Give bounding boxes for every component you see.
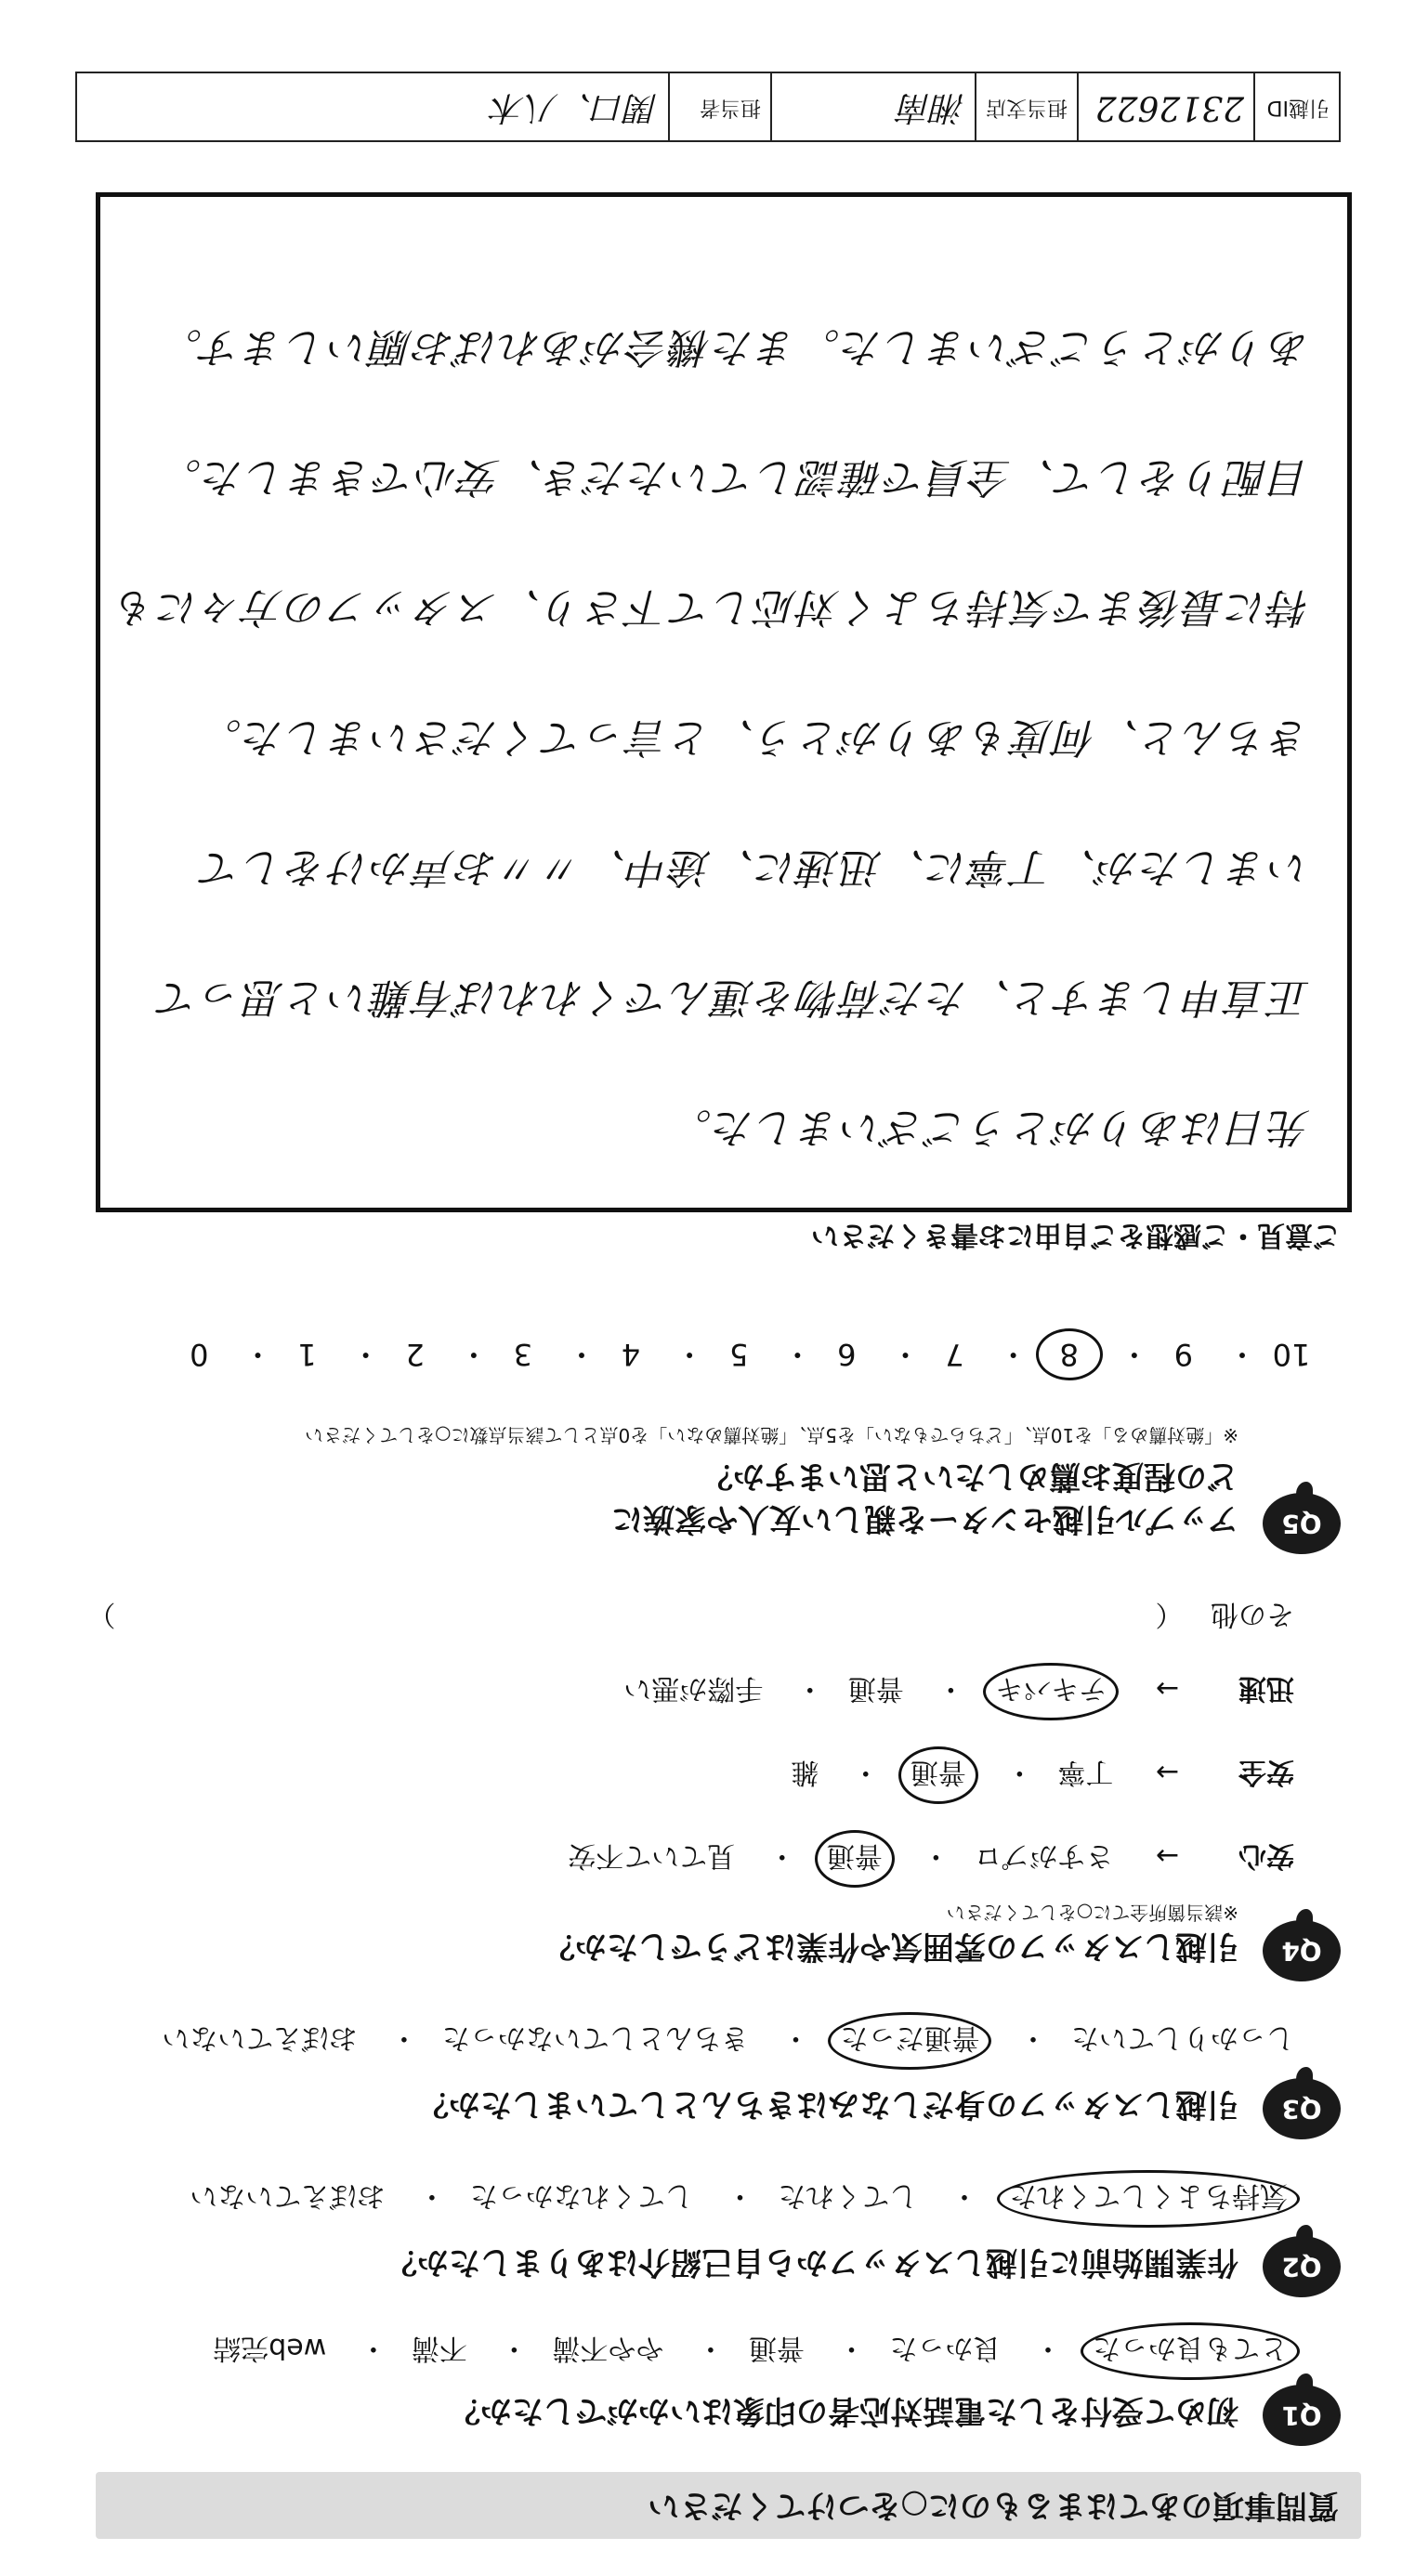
answer-option[interactable]: 見ていて不安 — [568, 1839, 736, 1872]
answer-option[interactable]: おぼえていない — [190, 2179, 386, 2212]
question-badge: Q3 — [1263, 2078, 1341, 2139]
answer-option[interactable]: 雑 — [791, 1756, 819, 1788]
id-label: 引越ID — [1266, 96, 1330, 119]
arrow-icon: → — [1155, 1756, 1179, 1788]
question-title-line2: どの程度お薦めしたいと思いますか？ — [701, 1458, 1238, 1495]
arrow-icon: → — [1155, 1839, 1179, 1872]
answer-option-selected[interactable]: 普通だった — [828, 2012, 991, 2070]
other-open-paren: （ — [1155, 1598, 1184, 1630]
row-label: 迅速 — [1238, 1672, 1294, 1705]
row-label: 安全 — [1238, 1756, 1294, 1788]
question-note: ※「絶対薦める」を10点、「どちらでもない」を5点、「絶対薦めない」を0点として該当点数に○をしてください — [305, 1424, 1238, 1446]
answer-option[interactable]: 良かった — [889, 2332, 1002, 2364]
question-title: アップル引越センターを親しい友人や家族に — [611, 1500, 1238, 1537]
id-value: 2312622 — [1079, 73, 1255, 140]
answer-option[interactable]: さすがプロ — [974, 1839, 1114, 1872]
handwritten-line: 先日はありがとうございました。 — [669, 1104, 1310, 1151]
question-3 — [59, 2019, 1341, 2139]
question-2 — [59, 2177, 1341, 2297]
question-badge: Q2 — [1263, 2236, 1341, 2297]
handwritten-line: 正直申しますと、ただ荷物を運んでくれれば有難いと思って — [156, 974, 1310, 1021]
scale-option[interactable]: 0 — [190, 1337, 209, 1372]
comment-box[interactable] — [96, 192, 1352, 1212]
handwritten-line: きちんと、何度もありがとう、と言ってくださいました。 — [199, 713, 1310, 761]
question-note: ※該当箇所全てに○をしてください — [946, 1902, 1238, 1924]
answer-option[interactable]: 普通 — [748, 2332, 805, 2364]
answer-option[interactable]: 不満 — [411, 2332, 467, 2364]
answer-row-anshin: 安心→ さすがプロ・ 普通・ 見ていて不安 — [568, 1838, 1294, 1879]
question-badge: Q4 — [1263, 1920, 1341, 1981]
question-title: 引越しスタッフの身だしなみはきちんとしていましたか？ — [417, 2086, 1238, 2123]
answer-options: しっかりしていた・ 普通だった・ きちんとしていなかった・ おぼえていない — [162, 2020, 1294, 2061]
scale-option[interactable]: 4 — [621, 1337, 641, 1372]
manager-label: 担当者 — [670, 73, 772, 140]
staff-info-row — [75, 72, 1341, 142]
answer-option-selected[interactable]: テキパキ — [983, 1663, 1119, 1720]
scale-option[interactable]: 2 — [405, 1337, 425, 1372]
section-header: 質問事項のあてはまるものに○をつけてください — [96, 2472, 1361, 2539]
answer-option-selected[interactable]: 普通 — [815, 1830, 895, 1888]
question-4 — [59, 1591, 1341, 1981]
answer-option[interactable]: しっかりしていた — [1071, 2021, 1294, 2054]
arrow-icon: → — [1155, 1672, 1179, 1705]
answer-option-selected[interactable]: 気持ちよくしてくれた — [997, 2170, 1300, 2228]
other-row — [87, 1597, 1294, 1638]
branch-label: 担当支店 — [976, 73, 1079, 140]
question-title: 初めて受付をした電話対応者の印象はいかがでしたか？ — [449, 2392, 1238, 2429]
handwritten-line: 特に最後まで気持ちよく対応して下さり、スタッフの方々にも — [113, 583, 1310, 631]
answer-options: 気持ちよくしてくれた・ してくれた・ してくれなかった・ おぼえていない — [190, 2178, 1294, 2219]
scale-option[interactable]: 6 — [837, 1337, 857, 1372]
question-badge: Q1 — [1263, 2385, 1341, 2446]
scale-option[interactable]: 1 — [297, 1337, 317, 1372]
handwritten-line: ありがとうございました。また機会があればお願いします。 — [159, 323, 1310, 371]
branch-value: 湘南 — [772, 73, 976, 140]
handwritten-line: いましたが、丁寧に、迅速に、途中、〃〃お声かけをして — [199, 843, 1310, 891]
recommend-scale: 10・ 9・ 8・ 7・ 6・ 5・ 4・ 3・ 2・ 1・ 0 — [105, 1335, 1313, 1378]
handwritten-line: 目配りをして、全員で確認していただき、安心できました。 — [158, 453, 1310, 501]
answer-option-selected[interactable]: 普通 — [898, 1746, 978, 1804]
other-close-paren: ） — [87, 1598, 116, 1630]
question-title: 作業開始前に引越しスタッフから自己紹介はありましたか？ — [386, 2243, 1238, 2281]
answer-row-anzen: 安全→ 丁寧・ 普通・ 雑 — [791, 1755, 1294, 1796]
answer-options: とても良かった・ 良かった・ 普通・ やや不満・ 不満・ web完結 — [213, 2331, 1294, 2372]
answer-option[interactable]: 普通 — [847, 1672, 904, 1705]
scale-option[interactable]: 3 — [513, 1337, 532, 1372]
question-badge: Q5 — [1263, 1493, 1341, 1554]
scale-option[interactable]: 7 — [945, 1337, 964, 1372]
manager-value: 関口、八木 — [77, 73, 670, 140]
scale-option[interactable]: 5 — [728, 1337, 749, 1372]
question-1 — [59, 2325, 1341, 2446]
answer-row-jinsoku: 迅速→ テキパキ・ 普通・ 手際が悪い — [623, 1671, 1294, 1712]
scale-option-selected[interactable]: 8 — [1036, 1328, 1103, 1380]
answer-option[interactable]: してくれた — [778, 2179, 918, 2212]
answer-option[interactable]: web完結 — [213, 2332, 327, 2364]
answer-option[interactable]: 手際が悪い — [623, 1672, 764, 1705]
answer-option[interactable]: おぼえていない — [162, 2021, 358, 2054]
answer-option-selected[interactable]: とても良かった — [1081, 2322, 1300, 2380]
other-label: その他 — [1211, 1598, 1294, 1630]
scale-option[interactable]: 10 — [1272, 1337, 1311, 1372]
answer-option[interactable]: してくれなかった — [469, 2179, 693, 2212]
scale-option[interactable]: 9 — [1173, 1337, 1194, 1372]
row-label: 安心 — [1238, 1839, 1294, 1872]
answer-option[interactable]: やや不満 — [552, 2332, 664, 2364]
question-5 — [59, 1294, 1341, 1554]
answer-option[interactable]: 丁寧 — [1057, 1756, 1114, 1788]
question-title: 引越しスタッフの雰囲気や作業はどうでしたか？ — [544, 1928, 1238, 1965]
answer-option[interactable]: きちんとしていなかった — [441, 2021, 749, 2054]
comment-label: ご意見・ご感想をご自由にお書きください — [811, 1219, 1341, 1251]
